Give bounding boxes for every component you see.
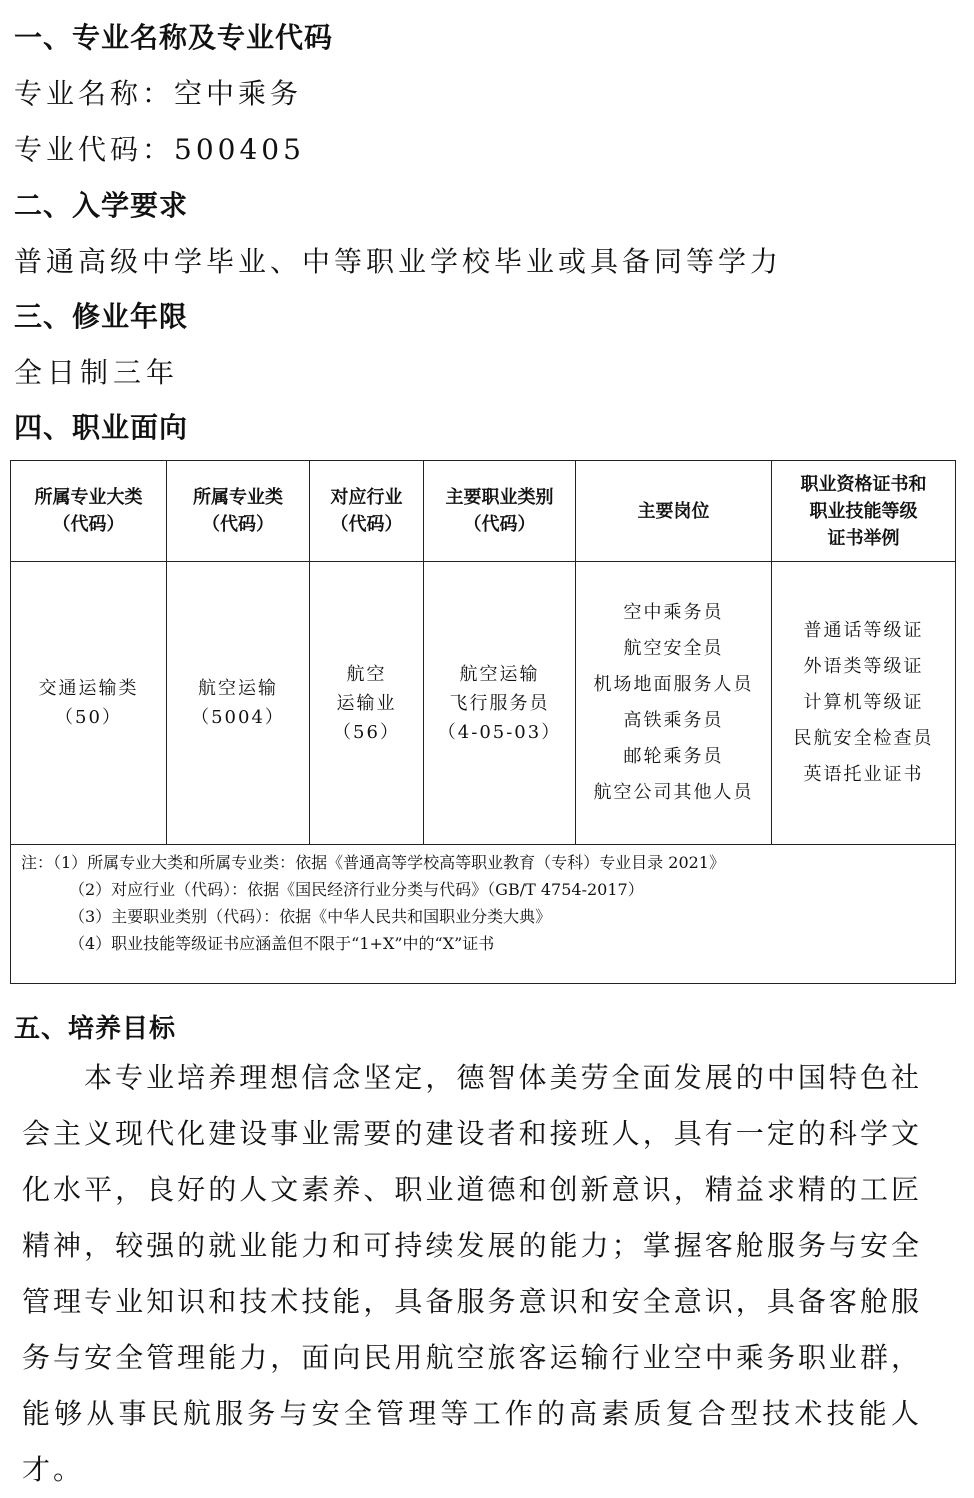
posts-cell: 空中乘务员 航空安全员 机场地面服务人员 高铁乘务员 邮轮乘务员 航空公司其他人员 xyxy=(576,562,772,845)
table-notes xyxy=(11,845,956,984)
note-line: （2）对应行业（代码）：依据《国民经济行业分类与代码》（GB/T 4754-2017） xyxy=(69,880,644,899)
table-notes-row xyxy=(11,845,956,984)
industry-cell: 航空 运输业 （56） xyxy=(310,562,424,845)
table-header-row xyxy=(11,461,956,562)
table-row xyxy=(11,562,956,845)
certificates-cell: 普通话等级证 外语类等级证 计算机等级证 民航安全检查员 英语托业证书 xyxy=(772,562,956,845)
header-cell: 主要岗位 xyxy=(576,461,772,562)
header-cell: 所属专业大类 （代码） xyxy=(11,461,167,562)
header-cell: 对应行业 （代码） xyxy=(310,461,424,562)
section-title-3: 三、修业年限 xyxy=(14,300,189,333)
category-cell: 交通运输类 （50） xyxy=(11,562,167,845)
header-cell: 所属专业类 （代码） xyxy=(167,461,310,562)
occupation-cell: 航空运输 飞行服务员 （4-05-03） xyxy=(424,562,576,845)
major-code: 专业代码：500405 xyxy=(14,133,305,166)
major-name: 专业名称：空中乘务 xyxy=(14,77,303,110)
note-line: 注：（1）所属专业大类和所属专业类：依据《普通高等学校高等职业教育（专科）专业目录 2021》 xyxy=(21,853,725,872)
section-title-1: 一、专业名称及专业代码 xyxy=(14,21,334,54)
subcategory-cell: 航空运输 （5004） xyxy=(167,562,310,845)
study-duration: 全日制三年 xyxy=(14,356,180,389)
section-title-2: 二、入学要求 xyxy=(14,189,189,222)
objective-paragraph: 本专业培养理想信念坚定，德智体美劳全面发展的中国特色社会主义现代化建设事业需要的建设者和接班人，具有一定的科学文化水平，良好的人文素养、职业道德和创新意识，精益求精的工匠精神，较强的就业能力和可持续发展的能力；掌握客舱服务与安全管理专业知识和技术技能，具备服务意识和安全意识，具备客舱服务与安全管理能力，面向民用航空旅客运输行业空中乘务职业群，能够从事民航服务与安全管理等工作的高素质复合型技术技能人才。 xyxy=(22,1061,922,1486)
section-title-4: 四、职业面向 xyxy=(14,411,189,444)
career-table xyxy=(10,460,956,984)
section-title-5: 五、培养目标 xyxy=(14,1014,177,1044)
training-objective xyxy=(22,1050,922,1498)
note-line: （3）主要职业类别（代码）：依据《中华人民共和国职业分类大典》 xyxy=(69,907,552,926)
header-cell: 职业资格证书和 职业技能等级 证书举例 xyxy=(772,461,956,562)
header-cell: 主要职业类别 （代码） xyxy=(424,461,576,562)
entry-requirement: 普通高级中学毕业、中等职业学校毕业或具备同等学力 xyxy=(14,245,783,278)
note-line: （4）职业技能等级证书应涵盖但不限于“1+X”中的“X”证书 xyxy=(69,934,495,953)
